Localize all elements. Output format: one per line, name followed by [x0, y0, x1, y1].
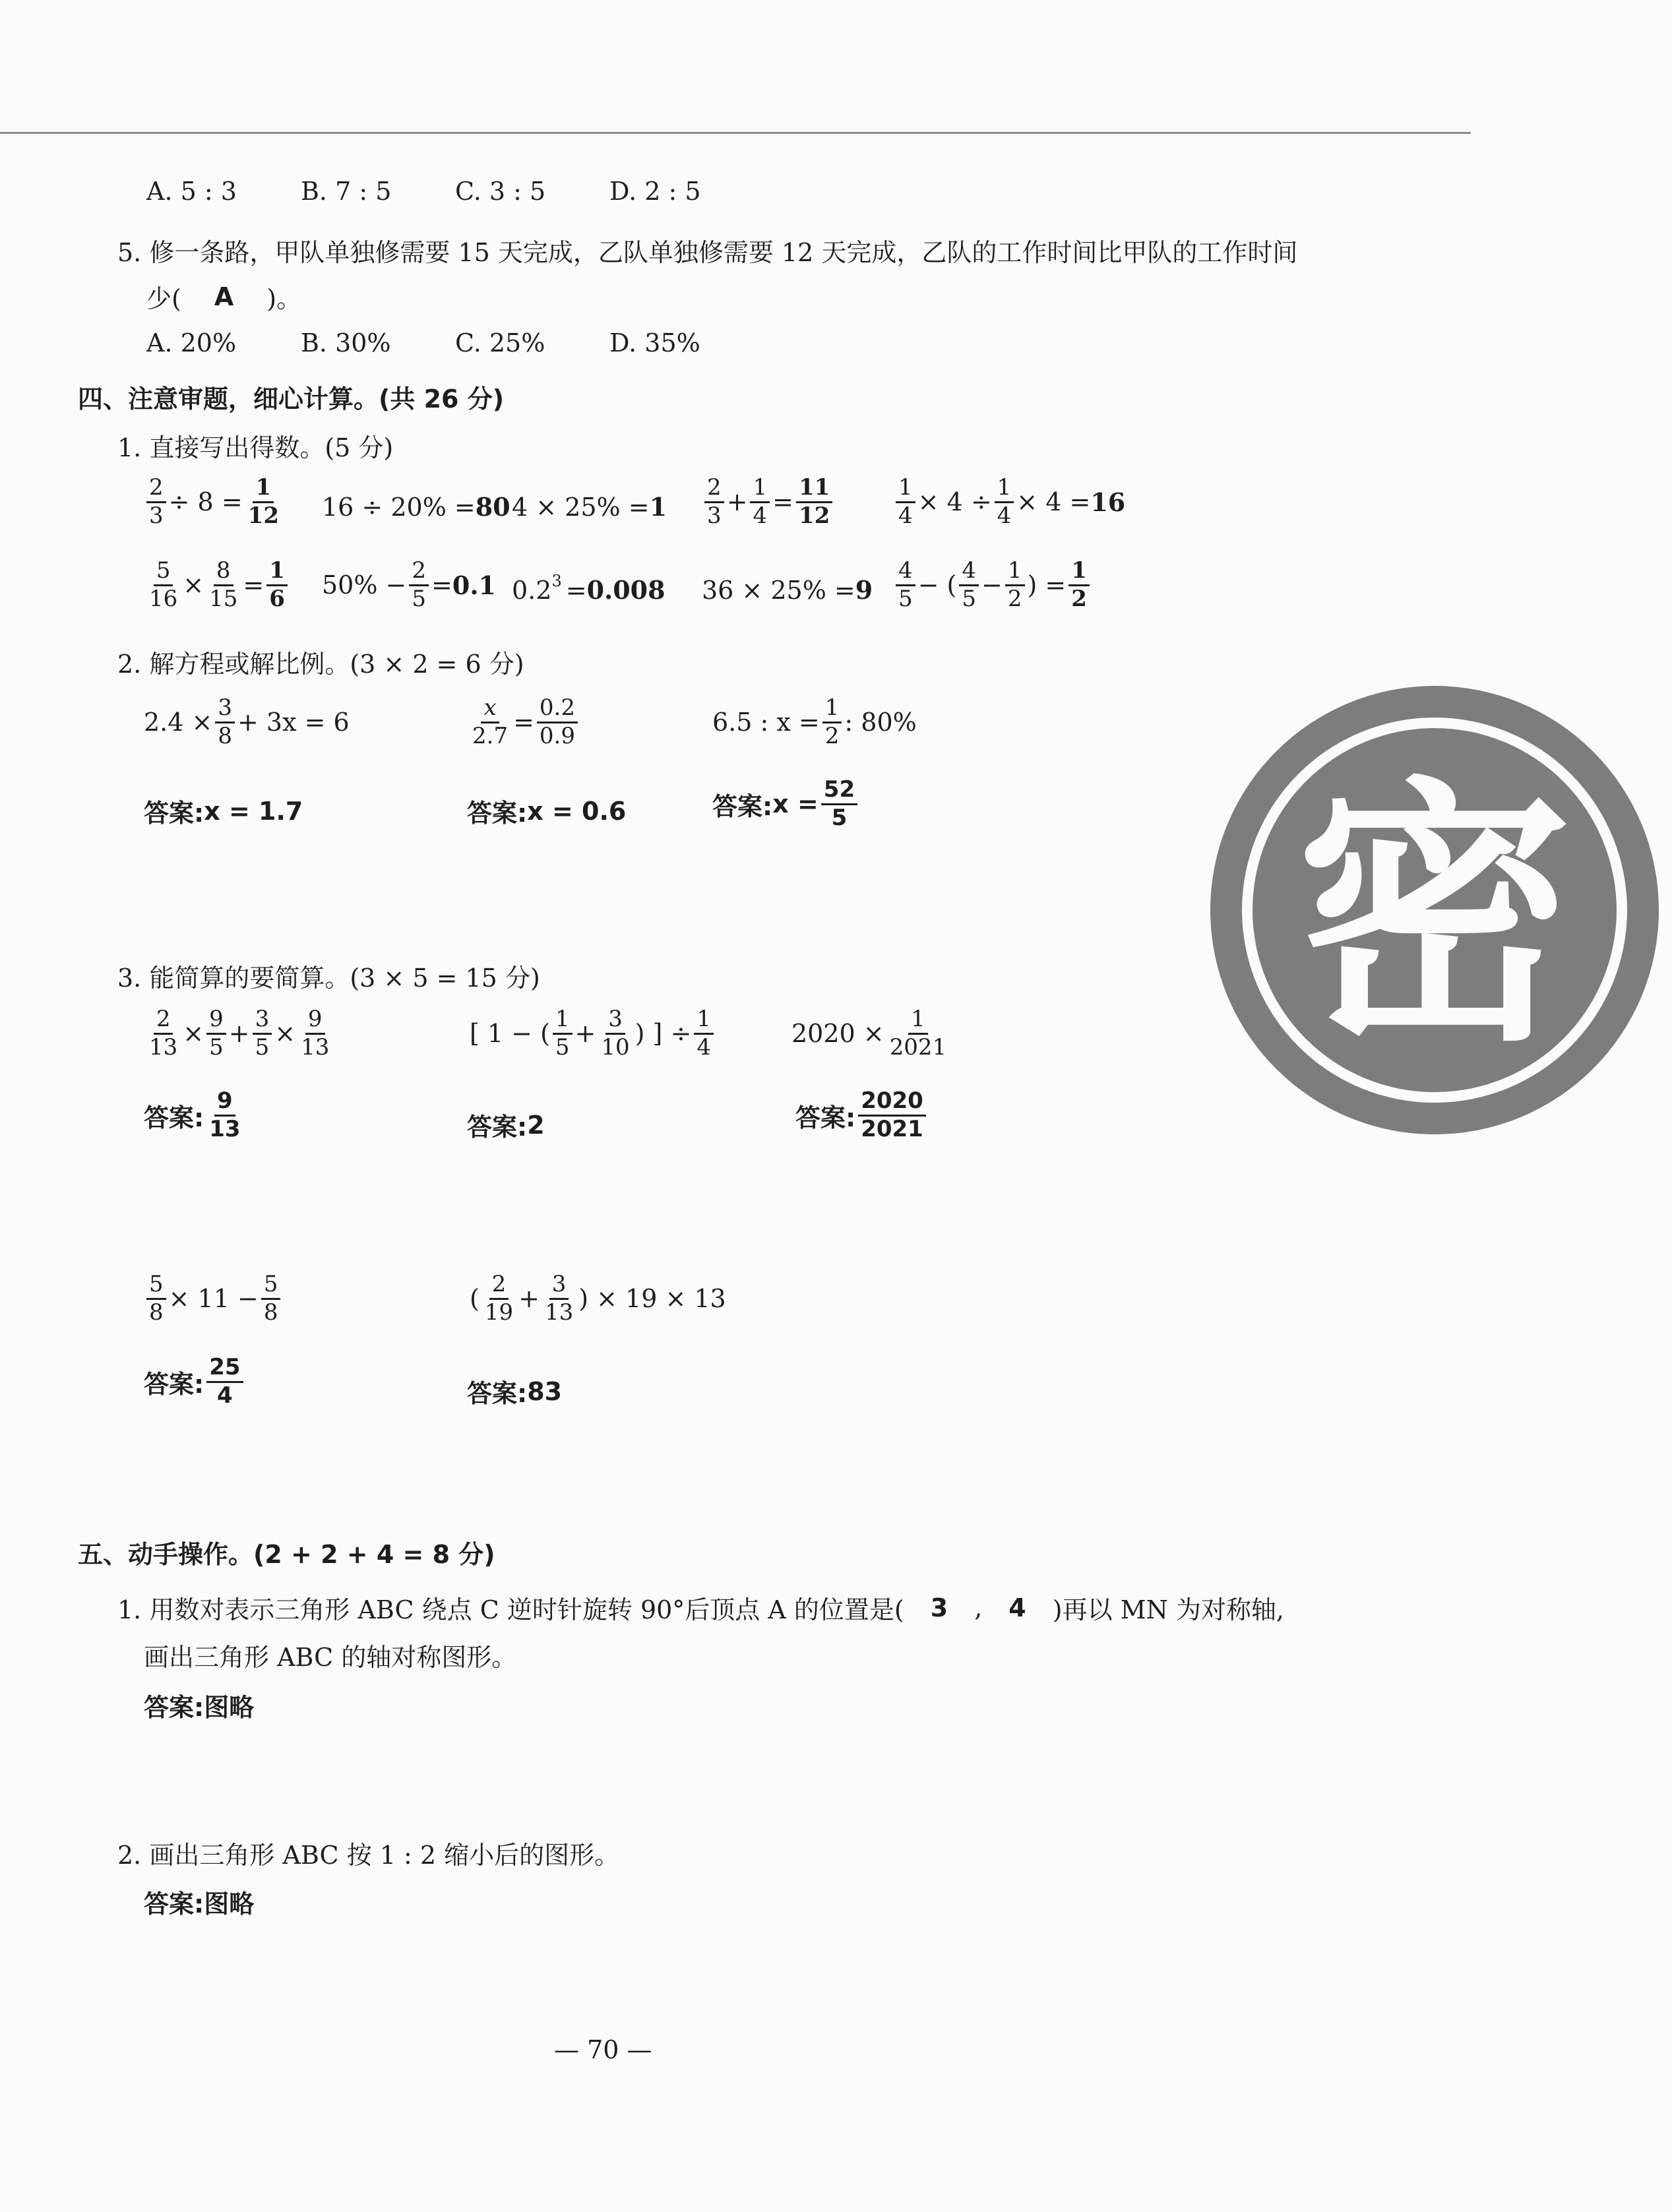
- seal-stamp: [1197, 683, 1573, 1138]
- q5-line2: [146, 278, 301, 315]
- part-2-title: 2. 解方程或解比例。(3 × 2 = 6 分): [117, 650, 524, 679]
- option: C. 3 : 5: [455, 177, 546, 206]
- operator: +: [726, 487, 748, 517]
- answer-label: 答案:: [795, 1103, 856, 1132]
- q5-options: [146, 328, 700, 357]
- operator: − (: [917, 570, 957, 600]
- option: A. 5 : 3: [146, 177, 237, 206]
- simplify-3-answer: [795, 1090, 929, 1141]
- oral-calc-3: [512, 492, 667, 522]
- section-4-title: 四、注意审题，细心计算。(共 26 分): [78, 384, 505, 414]
- header-rule: [0, 132, 1471, 134]
- page-number: — 70 —: [554, 2035, 652, 2064]
- equation-1-answer: [144, 793, 303, 829]
- expression: (: [470, 1284, 480, 1314]
- answer-label: 答案:: [144, 1369, 204, 1399]
- expression: : 80%: [844, 708, 917, 737]
- exponent: 3: [551, 571, 562, 590]
- equation-3: [712, 696, 917, 748]
- fraction: $\frac{1}{2}$: [1005, 559, 1025, 611]
- text: 1. 用数对表示三角形 ABC 绕点 C 逆时针旋转 90°后顶点 A 的位置是(: [117, 1595, 904, 1624]
- fraction: $\frac{1}{2021}$: [889, 1006, 947, 1060]
- fraction: $\frac{2}{3}$: [146, 476, 166, 528]
- operator: ×: [183, 1019, 204, 1049]
- operator: +: [574, 1019, 596, 1049]
- option: D. 35%: [609, 328, 700, 357]
- answer-label: 答案:: [144, 799, 204, 828]
- part-3-title: 3. 能简算的要简算。(3 × 5 = 15 分): [117, 964, 540, 993]
- answer-label: 答案:: [712, 791, 773, 821]
- answer-fraction: $\frac{9}{13}$: [209, 1088, 241, 1142]
- fraction: $\frac{8}{15}$: [209, 557, 238, 612]
- fraction: $\frac{3}{13}$: [544, 1271, 574, 1326]
- fraction: $\frac{1}{4}$: [694, 1008, 714, 1059]
- equation-2-answer: [467, 793, 626, 829]
- operator: ×: [183, 570, 204, 600]
- seal-glyph: 密: [1296, 756, 1573, 1078]
- simplify-2-answer: [467, 1107, 545, 1143]
- fraction: $\frac{5}{16}$: [149, 557, 178, 612]
- simplify-5: [470, 1273, 726, 1324]
- simplify-2: [470, 1008, 716, 1059]
- op-1-answer: 答案:图略: [144, 1693, 255, 1722]
- option: D. 2 : 5: [609, 177, 701, 206]
- operator: =: [243, 570, 264, 600]
- expression: 2.4 ×: [144, 708, 213, 737]
- operator: =: [513, 708, 534, 737]
- answer-label: 答案:: [467, 1379, 528, 1408]
- operator: ÷ 8 =: [168, 487, 243, 517]
- answer: 80: [475, 492, 511, 522]
- answer-fraction: $\frac{1}{2}$: [1068, 559, 1090, 611]
- simplify-1-answer: [144, 1090, 246, 1141]
- text: )再以 MN 为对称轴,: [1052, 1595, 1284, 1624]
- expression: ) ] ÷: [635, 1019, 692, 1049]
- fraction: $\frac{2}{13}$: [149, 1006, 178, 1060]
- operator: −: [981, 570, 1003, 600]
- fraction: $\frac{3}{8}$: [215, 696, 235, 748]
- fraction: $\frac{5}{8}$: [146, 1273, 166, 1324]
- op-2-answer: 答案:图略: [144, 1889, 255, 1919]
- operator: × 11 −: [168, 1284, 259, 1314]
- fraction: $\frac{9}{13}$: [301, 1006, 330, 1060]
- answer: 16: [1090, 487, 1126, 517]
- answer-label: 答案:: [467, 799, 528, 828]
- answer: x = 0.6: [527, 796, 627, 826]
- expression: 16 ÷ 20% =: [322, 492, 476, 522]
- coordinate-x: 3: [930, 1593, 948, 1622]
- q4-options: [146, 177, 701, 206]
- oral-calc-6: [144, 559, 290, 611]
- q5-line1: 5. 修一条路，甲队单独修需要 15 天完成，乙队单独修需要 12 天完成，乙队的工作时间比甲队的工作时间: [117, 238, 1298, 267]
- expression: 6.5 : x =: [712, 708, 820, 737]
- operator: ) =: [1027, 570, 1067, 600]
- answer: x =: [772, 789, 819, 819]
- answer: 83: [527, 1376, 563, 1406]
- op-2-line: 2. 画出三角形 ABC 按 1 : 2 缩小后的图形。: [117, 1841, 620, 1870]
- answer: 0.1: [452, 570, 496, 600]
- answer-fraction: $\frac{25}{4}$: [206, 1356, 243, 1407]
- fraction: $\frac{3}{10}$: [601, 1006, 630, 1060]
- expression: 2020 ×: [791, 1019, 884, 1049]
- expression: 36 × 25% =: [702, 575, 855, 605]
- option: C. 25%: [455, 328, 545, 357]
- q5-paren-open: 少(: [146, 284, 181, 313]
- operator: × 4 ÷: [917, 487, 992, 517]
- separator: ,: [974, 1593, 983, 1622]
- expression: ) × 19 × 13: [578, 1284, 726, 1314]
- fraction: $\frac{1}{5}$: [553, 1008, 573, 1059]
- fraction: $\frac{x}{2.7}$: [472, 694, 509, 749]
- equation-2: [467, 696, 580, 748]
- option: B. 30%: [301, 328, 391, 357]
- oral-calc-8: [512, 571, 666, 605]
- operator: +: [228, 1019, 250, 1049]
- oral-calc-1: [144, 476, 284, 528]
- part-1-title: 1. 直接写出得数。(5 分): [117, 433, 394, 462]
- option: B. 7 : 5: [301, 177, 392, 206]
- answer-label: 答案:: [144, 1103, 204, 1132]
- q5-paren-close: )。: [266, 284, 302, 313]
- simplify-5-answer: [467, 1373, 562, 1409]
- q5-answer: A: [214, 282, 234, 311]
- answer: 9: [855, 575, 873, 605]
- oral-calc-4: [702, 476, 835, 528]
- answer: 2: [527, 1110, 545, 1140]
- operator: × 4 =: [1016, 487, 1091, 517]
- simplify-3: [791, 1008, 952, 1059]
- fraction: $\frac{1}{4}$: [750, 476, 770, 528]
- fraction: $\frac{1}{2}$: [822, 696, 842, 748]
- fraction: $\frac{2}{19}$: [484, 1271, 514, 1326]
- simplify-4-answer: [144, 1356, 246, 1407]
- fraction: $\frac{2}{5}$: [409, 559, 429, 611]
- equation-3-answer: [712, 778, 860, 830]
- simplify-1: [144, 1008, 334, 1059]
- oral-calc-9: [702, 575, 873, 605]
- coordinate-y: 4: [1008, 1593, 1026, 1622]
- operator: =: [565, 575, 587, 605]
- expression: 0.2: [512, 575, 552, 605]
- oral-calc-10: [893, 559, 1092, 611]
- expression: 50% −: [322, 570, 407, 600]
- fraction: $\frac{3}{5}$: [253, 1008, 272, 1059]
- expression: [ 1 − (: [470, 1019, 550, 1049]
- simplify-4: [144, 1273, 283, 1324]
- fraction: $\frac{1}{4}$: [896, 476, 915, 528]
- fraction: $\frac{4}{5}$: [959, 559, 979, 611]
- answer-fraction: $\frac{1}{12}$: [247, 474, 279, 529]
- fraction: $\frac{4}{5}$: [896, 559, 915, 611]
- fraction: $\frac{0.2}{0.9}$: [537, 696, 578, 748]
- oral-calc-7: [322, 559, 496, 611]
- answer: 1: [649, 492, 667, 522]
- operator: ×: [274, 1019, 296, 1049]
- equation-1: [144, 696, 350, 748]
- fraction: $\frac{9}{5}$: [206, 1008, 226, 1059]
- option: A. 20%: [146, 328, 237, 357]
- answer-fraction: $\frac{11}{12}$: [796, 476, 832, 528]
- operator: +: [518, 1284, 540, 1314]
- seal-stamp-graphic: [1197, 683, 1672, 1138]
- op-1-line1: [117, 1589, 1284, 1626]
- answer-fraction: $\frac{2020}{2021}$: [858, 1090, 926, 1141]
- fraction: $\frac{2}{3}$: [704, 476, 724, 528]
- oral-calc-5: [893, 476, 1125, 528]
- section-5-title: 五、动手操作。(2 + 2 + 4 = 8 分): [78, 1540, 495, 1569]
- op-1-line2: 画出三角形 ABC 的轴对称图形。: [144, 1643, 517, 1672]
- expression: + 3x = 6: [237, 708, 350, 737]
- fraction: $\frac{1}{4}$: [995, 476, 1014, 528]
- answer: x = 1.7: [204, 796, 303, 826]
- answer-label: 答案:: [467, 1113, 528, 1142]
- fraction: $\frac{5}{8}$: [261, 1273, 281, 1324]
- operator: =: [431, 570, 452, 600]
- operator: =: [772, 487, 793, 517]
- expression: 4 × 25% =: [512, 492, 650, 522]
- answer-fraction: $\frac{1}{6}$: [266, 559, 288, 611]
- answer: 0.008: [586, 575, 666, 605]
- oral-calc-2: [322, 492, 511, 522]
- answer-fraction: $\frac{52}{5}$: [821, 778, 857, 830]
